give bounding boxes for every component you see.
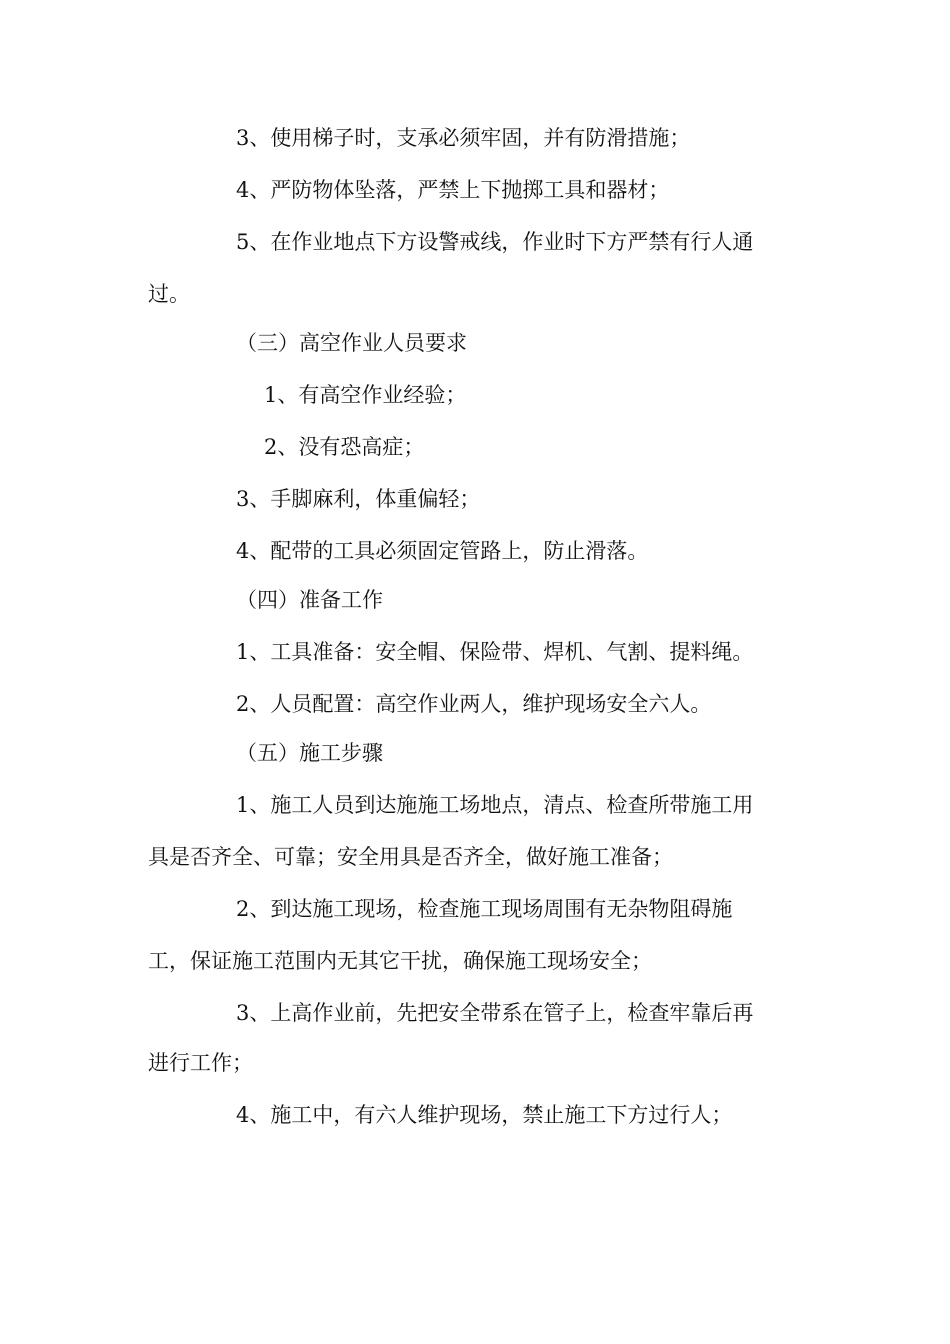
paragraph-line: 2、人员配置：高空作业两人，维护现场安全六人。 [236, 692, 712, 716]
paragraph-line: 4、配带的工具必须固定管路上，防止滑落。 [236, 539, 649, 563]
section-heading: （四）准备工作 [236, 588, 383, 612]
paragraph-line: 进行工作； [148, 1051, 253, 1075]
paragraph-line: 3、手脚麻利，体重偏轻； [236, 487, 481, 511]
paragraph-line: 过。 [148, 282, 190, 306]
paragraph-line: 1、工具准备：安全帽、保险带、焊机、气割、提料绳。 [236, 640, 754, 664]
paragraph-line: 3、上高作业前，先把安全带系在管子上，检查牢靠后再 [236, 1001, 754, 1025]
paragraph-line: 工，保证施工范围内无其它干扰，确保施工现场安全； [148, 949, 652, 973]
section-heading: （三）高空作业人员要求 [236, 331, 467, 355]
paragraph-line: 5、在作业地点下方设警戒线，作业时下方严禁有行人通 [236, 230, 754, 254]
paragraph-line: 2、没有恐高症； [264, 435, 425, 459]
paragraph-line: 1、有高空作业经验； [264, 383, 467, 407]
paragraph-line: 具是否齐全、可靠；安全用具是否齐全，做好施工准备； [148, 845, 673, 869]
paragraph-line: 2、到达施工现场，检查施工现场周围有无杂物阻碍施 [236, 897, 733, 921]
paragraph-line: 4、严防物体坠落，严禁上下抛掷工具和器材； [236, 178, 670, 202]
paragraph-line: 4、施工中，有六人维护现场，禁止施工下方过行人； [236, 1103, 733, 1127]
section-heading: （五）施工步骤 [236, 741, 383, 765]
paragraph-line: 3、使用梯子时，支承必须牢固，并有防滑措施； [236, 126, 691, 150]
paragraph-line: 1、施工人员到达施施工场地点，清点、检查所带施工用 [236, 793, 754, 817]
